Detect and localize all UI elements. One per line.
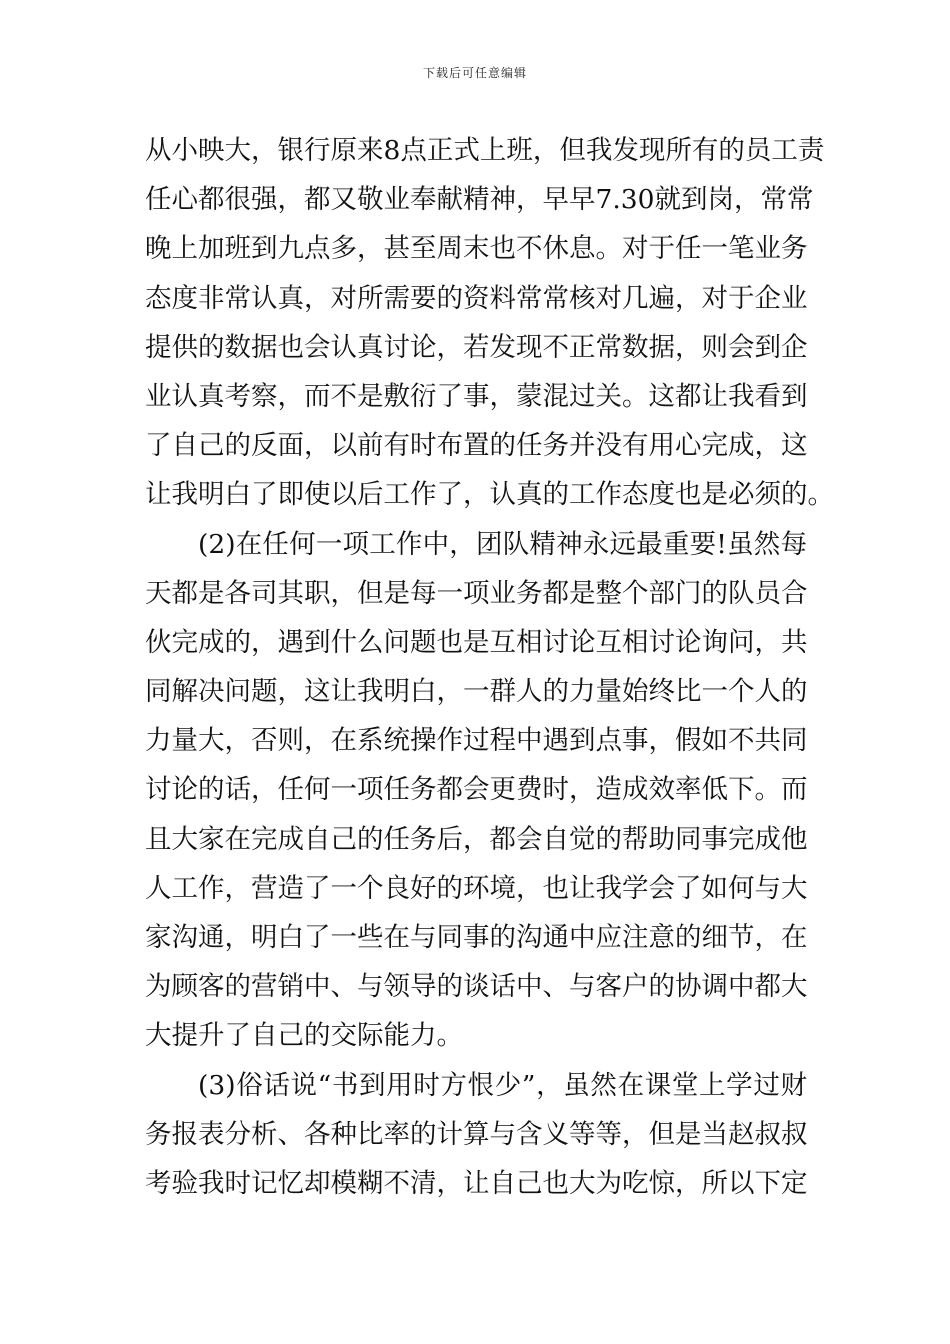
text-line: 提供的数据也会认真讨论，若发现不正常数据，则会到企 (145, 331, 808, 363)
paragraph-start-line: (3)俗话说“书到用时方恨少”，虽然在课堂上学过财 (198, 1069, 807, 1101)
text-line: 从小映大，银行原来8点正式上班，但我发现所有的员工责 (145, 135, 825, 166)
text-line: 晚上加班到九点多，甚至周末也不休息。对于任一笔业务 (145, 233, 808, 265)
text-line: 态度非常认真，对所需要的资料常常核对几遍，对于企业 (145, 282, 808, 314)
text-line: 且大家在完成自己的任务后，都会自觉的帮助同事完成他 (145, 823, 808, 855)
text-line: 力量大，否则，在系统操作过程中遇到点事，假如不共同 (145, 725, 808, 757)
text-line: 讨论的话，任何一项任务都会更费时，造成效率低下。而 (145, 774, 808, 806)
text-line: 业认真考察，而不是敷衍了事，蒙混过关。这都让我看到 (145, 380, 808, 412)
text-line: 家沟通，明白了一些在与同事的沟通中应注意的细节，在 (145, 922, 808, 953)
text-line: 为顾客的营销中、与领导的谈话中、与客户的协调中都大 (145, 971, 808, 1003)
text-line: 伙完成的，遇到什么问题也是互相讨论互相讨论询问，共 (145, 626, 808, 658)
document-body (145, 126, 834, 1208)
page-header: 下载后可任意编辑 (422, 66, 527, 80)
text-line: 了自己的反面，以前有时布置的任务并没有用心完成，这 (145, 430, 808, 462)
text-line: 务报表分析、各种比率的计算与含义等等，但是当赵叔叔 (145, 1118, 808, 1150)
text-line: 大提升了自己的交际能力。 (145, 1020, 463, 1052)
text-line: 人工作，营造了一个良好的环境，也让我学会了如何与大 (145, 872, 808, 904)
text-line: 让我明白了即使以后工作了，认真的工作态度也是必须的。 (145, 479, 834, 511)
text-line: 考验我时记忆却模糊不清，让自己也大为吃惊，所以下定 (145, 1167, 808, 1199)
text-line: 任心都很强，都又敬业奉献精神，早早7.30就到岗，常常 (145, 184, 814, 216)
paragraph-start-line: (2)在任何一项工作中，团队精神永远最重要!虽然每 (198, 528, 807, 560)
text-line: 同解决问题，这让我明白，一群人的力量始终比一个人的 (145, 676, 808, 708)
text-line: 天都是各司其职，但是每一项业务都是整个部门的队员合 (145, 577, 808, 609)
